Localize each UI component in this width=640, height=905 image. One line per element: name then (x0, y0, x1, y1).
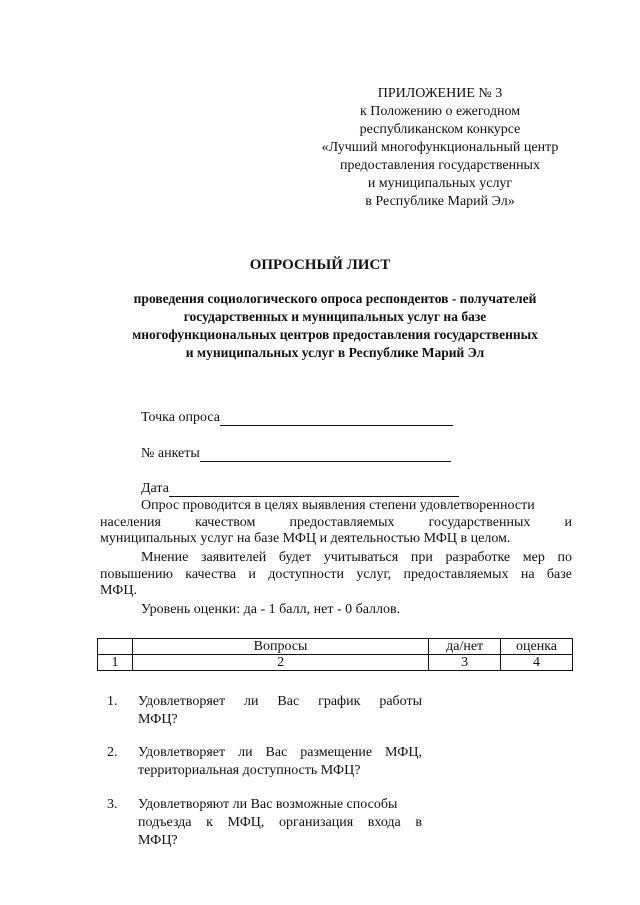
word: Мнение (141, 550, 189, 565)
word: Удовлетворяет (138, 745, 226, 760)
word: МФЦ, (385, 745, 422, 760)
question-text (138, 744, 422, 780)
question-line (138, 814, 422, 832)
question-text (138, 796, 422, 850)
date-field (141, 481, 459, 499)
question-number: 2. (107, 745, 118, 760)
word: к (206, 815, 213, 830)
appendix-line: к Положению о ежегодном (359, 104, 521, 119)
word: по (557, 550, 572, 565)
subtitle-line: проведения социологического опроса респондентов - получателей (133, 291, 537, 306)
word: услуг, (356, 566, 392, 582)
survey-point-field (141, 410, 453, 428)
word: заявителей (200, 550, 267, 565)
question-line: Удовлетворяют ли Вас возможные способы (138, 797, 398, 812)
word: базе (546, 566, 572, 582)
survey-point-blank[interactable] (220, 411, 453, 426)
question-1 (107, 693, 422, 729)
intro-justified-line (100, 515, 572, 532)
subtitle-line: государственных и муниципальных услуг на базе (183, 309, 487, 324)
intro-text: МФЦ. (100, 583, 137, 598)
word: Вас (277, 694, 300, 709)
question-line: территориальная доступность МФЦ? (138, 763, 361, 778)
word: мер (522, 550, 545, 565)
word: государственных (428, 514, 531, 530)
question-text (138, 693, 422, 729)
table-header-row (98, 639, 573, 655)
word: Вас (265, 745, 288, 760)
word: организация (279, 815, 354, 830)
form-number-field (141, 446, 451, 464)
table-header-yes-no: да/нет (429, 639, 501, 655)
table-cell: 1 (98, 655, 133, 671)
appendix-line: республиканском конкурсе (359, 122, 521, 137)
word: входа (367, 815, 401, 830)
question-line: МФЦ? (138, 712, 178, 727)
word: качеством (195, 514, 256, 530)
intro-text: Опрос проводится в целях выявления степени удовлетворенности (141, 498, 535, 513)
rating-scale-note (100, 602, 572, 619)
form-number-label: № анкеты (141, 446, 200, 461)
word: разработке (445, 550, 511, 565)
subtitle-line: многофункциональных центров предоставления государственных (132, 327, 538, 342)
intro-paragraph-2 (100, 550, 572, 600)
word: будет (278, 550, 312, 565)
document-title: ОПРОСНЫЙ ЛИСТ (249, 257, 391, 273)
table-cell: 4 (501, 655, 573, 671)
table-header-score: оценка (501, 639, 573, 655)
word: и (564, 514, 572, 530)
questions-table (97, 638, 573, 671)
table-cell: 2 (132, 655, 428, 671)
word: работы (379, 694, 422, 709)
word: учитываться (323, 550, 399, 565)
word: Удовлетворяет (138, 694, 226, 709)
appendix-line: предоставления государственных (340, 158, 540, 173)
appendix-line: ПРИЛОЖЕНИЕ № 3 (377, 86, 503, 101)
table-number-row (98, 655, 573, 671)
appendix-header (290, 85, 590, 211)
word: размещение (300, 745, 373, 760)
document-subtitle (95, 290, 575, 362)
form-number-blank[interactable] (200, 447, 451, 462)
date-blank[interactable] (169, 482, 459, 497)
word: повышению (100, 566, 173, 582)
word: доступности (268, 566, 344, 582)
subtitle-line: и муниципальных услуг в Республике Марий Эл (185, 345, 485, 360)
table-cell: 3 (429, 655, 501, 671)
intro-text: муниципальных услуг на базе МФЦ и деятельностью МФЦ в целом. (100, 531, 511, 546)
word: при (410, 550, 433, 565)
word: на (520, 566, 535, 582)
word: в (415, 815, 422, 830)
question-number: 1. (107, 694, 118, 709)
appendix-line: «Лучший многофункциональный центр (321, 140, 559, 155)
question-line (138, 744, 422, 762)
word: подъезда (138, 815, 192, 830)
question-number: 3. (107, 797, 118, 812)
intro-paragraph-1 (100, 498, 572, 548)
word: предоставляемых (289, 514, 395, 530)
word: и (248, 566, 256, 582)
rating-scale-text: Уровень оценки: да - 1 балл, нет - 0 баллов. (141, 602, 401, 617)
word: качества (185, 566, 237, 582)
table-header-cell (98, 639, 133, 655)
intro-justified-line (100, 567, 572, 584)
word: график (318, 694, 361, 709)
word: предоставляемых (403, 566, 509, 582)
word: ли (244, 694, 259, 709)
appendix-line: в Республике Марий Эл» (365, 194, 515, 209)
table-header-questions: Вопросы (132, 639, 428, 655)
appendix-line: и муниципальных услуг (367, 176, 513, 191)
word: населения (100, 514, 161, 530)
question-3 (107, 796, 422, 850)
question-2 (107, 744, 422, 780)
word: ли (238, 745, 253, 760)
date-label: Дата (141, 481, 169, 496)
survey-point-label: Точка опроса (141, 410, 220, 425)
word: МФЦ, (227, 815, 265, 830)
question-line: МФЦ? (138, 833, 178, 848)
intro-justified-line (100, 550, 572, 567)
question-line (138, 693, 422, 711)
